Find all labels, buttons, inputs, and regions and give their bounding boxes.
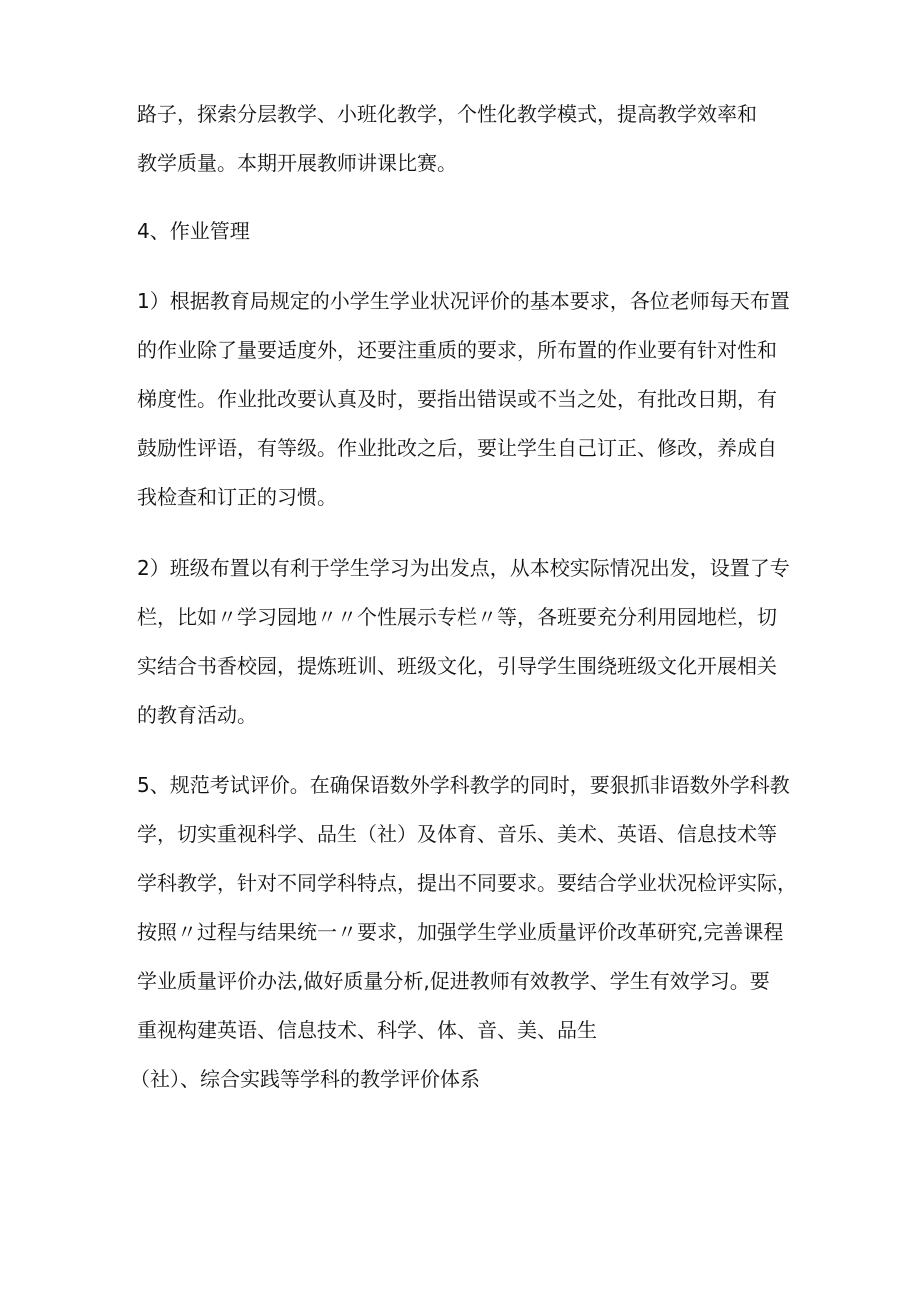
text-line-15: 学科教学，针对不同学科特点，提出不同要求。要结合学业状况检评实际，	[137, 871, 797, 895]
text-line-18: 重视构建英语、信息技术、科学、体、音、美、品生	[137, 1018, 597, 1042]
text-line-1: 路子，探索分层教学、小班化教学，个性化教学模式，提高教学效率和	[137, 102, 757, 126]
text-line-17: 学业质量评价办法,做好质量分析,促进教师有效教学、学生有效学习。要	[137, 969, 770, 993]
text-line-11: 实结合书香校园，提炼班训、班级文化，引导学生围绕班级文化开展相关	[137, 654, 777, 678]
text-line-10: 栏，比如〃学习园地〃〃个性展示专栏〃等，各班要充分利用园地栏，切	[137, 605, 777, 629]
text-line-19: （社）、综合实践等学科的教学评价体系	[130, 1067, 480, 1091]
text-line-2: 教学质量。本期开展教师讲课比赛。	[137, 151, 457, 175]
text-line-13: 5、规范考试评价。在确保语数外学科教学的同时，要狠抓非语数外学科教	[137, 773, 790, 797]
text-line-7: 鼓励性评语，有等级。作业批改之后，要让学生自己订正、修改，养成自	[137, 436, 777, 460]
text-line-14: 学，切实重视科学、品生（社）及体育、音乐、美术、英语、信息技术等	[137, 822, 777, 846]
text-line-16: 按照〃过程与结果统一〃要求，加强学生学业质量评价改革研究,完善课程	[137, 920, 784, 944]
text-line-8: 我检查和订正的习惯。	[137, 485, 337, 509]
text-line-12: 的教育活动。	[137, 703, 257, 727]
section-heading-homework: 4、作业管理	[137, 219, 250, 243]
text-line-9: 2）班级布置以有利于学生学习为出发点，从本校实际情况出发，设置了专	[137, 556, 790, 580]
text-line-4: 1）根据教育局规定的小学生学业状况评价的基本要求，各位老师每天布置	[137, 289, 790, 313]
text-line-5: 的作业除了量要适度外，还要注重质的要求，所布置的作业要有针对性和	[137, 338, 777, 362]
text-line-6: 梯度性。作业批改要认真及时，要指出错误或不当之处，有批改日期，有	[137, 387, 777, 411]
